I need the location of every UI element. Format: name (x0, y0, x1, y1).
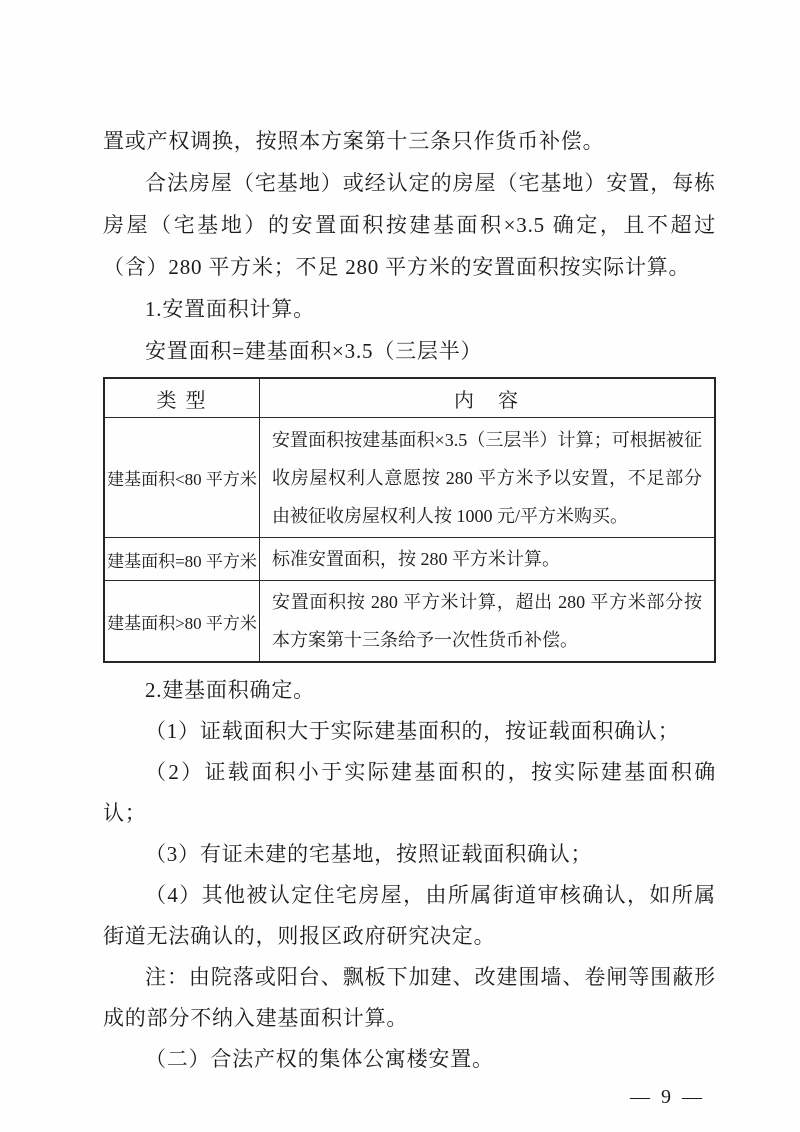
section-item-1: 1.安置面积计算。 (145, 297, 315, 321)
table-header-row (104, 378, 715, 418)
formula-line: 安置面积=建基面积×3.5（三层半） (145, 339, 483, 363)
list-item-4: （4）其他被认定住宅房屋，由所属街道审核确认，如所属街道无法确认的，则报区政府研究决定。 (103, 883, 716, 948)
content-cell: 安置面积按建基面积×3.5（三层半）计算；可根据被征收房屋权利人意愿按 280 平方米予以安置，不足部分由被征收房屋权利人按 1000 元/平方米购买。 (260, 418, 716, 538)
body-paragraph: 置或产权调换，按照本方案第十三条只作货币补偿。 (103, 129, 605, 153)
note-paragraph: 注：由院落或阳台、飘板下加建、改建围墙、卷闸等围蔽形成的部分不纳入建基面积计算。 (103, 965, 716, 1030)
body-paragraph: 合法房屋（宅基地）或经认定的房屋（宅基地）安置，每栋房屋（宅基地）的安置面积按建基面积×3.5 确定，且不超过（含）280 平方米；不足 280 平方米的安置面积按实际计算。 (103, 171, 716, 279)
table-header-content: 内 容 (260, 378, 716, 418)
table-header-type: 类 型 (104, 378, 260, 418)
table-row (104, 538, 715, 581)
table-row (104, 581, 715, 663)
bottom-text-block (103, 670, 716, 1080)
top-text-block (103, 120, 716, 372)
subsection-heading: （二）合法产权的集体公寓楼安置。 (145, 1047, 494, 1071)
type-cell: 建基面积<80 平方米 (104, 418, 260, 538)
type-cell: 建基面积>80 平方米 (104, 581, 260, 663)
section-item-2: 2.建基面积确定。 (145, 678, 315, 702)
list-item-2: （2）证载面积小于实际建基面积的，按实际建基面积确认； (103, 760, 716, 825)
page-number: — 9 — (630, 1086, 705, 1108)
list-item-3: （3）有证未建的宅基地，按照证载面积确认； (145, 842, 593, 866)
list-item-1: （1）证载面积大于实际建基面积的，按证载面积确认； (145, 719, 680, 743)
content-cell: 标准安置面积，按 280 平方米计算。 (260, 538, 716, 581)
area-calculation-table (103, 377, 716, 663)
content-cell: 安置面积按 280 平方米计算，超出 280 平方米部分按本方案第十三条给予一次性货币补偿。 (260, 581, 716, 663)
type-cell: 建基面积=80 平方米 (104, 538, 260, 581)
table-row (104, 418, 715, 538)
